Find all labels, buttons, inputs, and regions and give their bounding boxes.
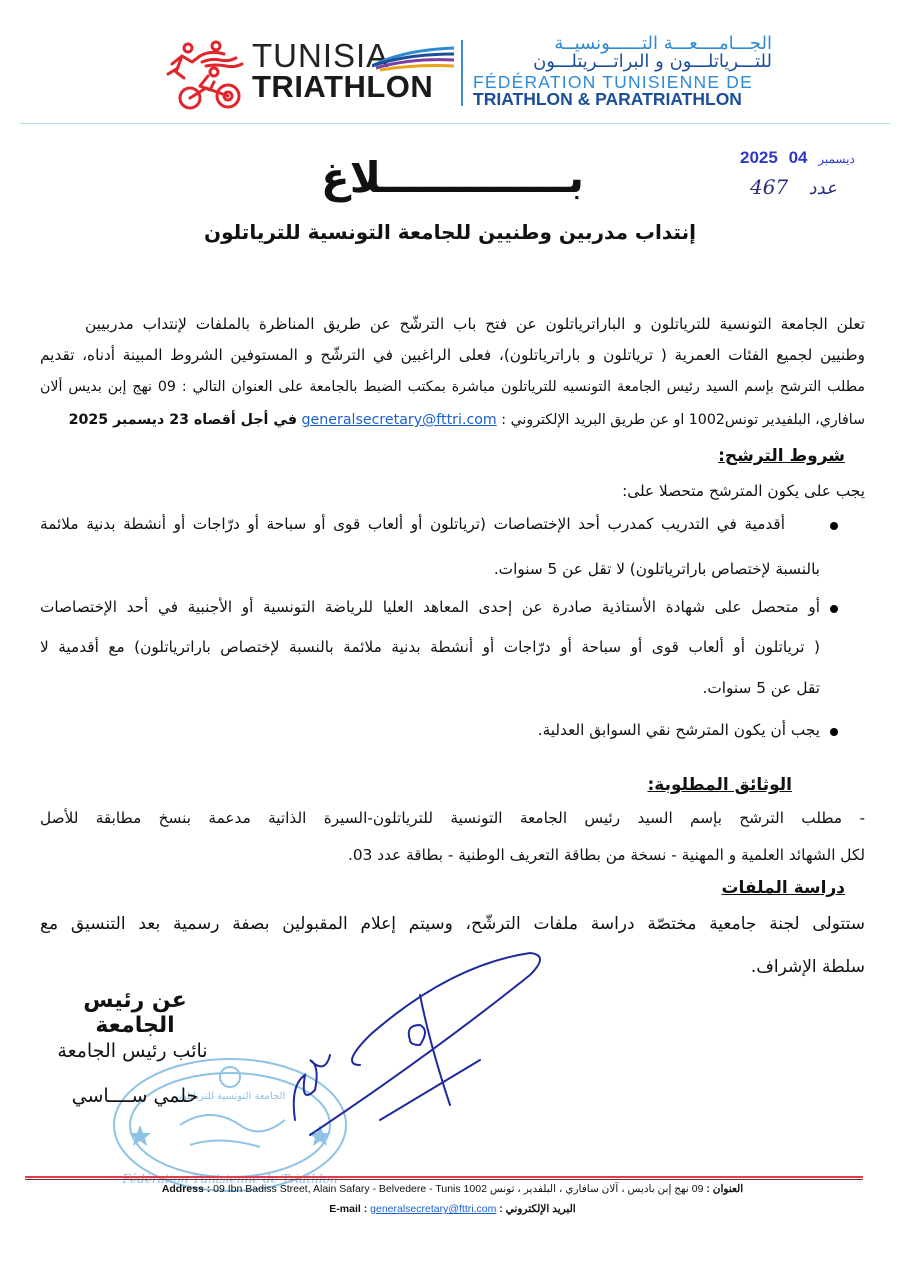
intro-line-4-text: سافاري، البلفيدير تونس1002 او عن طريق البريد الإلكتروني : (501, 412, 865, 428)
conditions-intro: يجب على يكون المترشح متحصلا على: (622, 482, 865, 500)
footer-address-en: 09 Ibn Badiss Street, Alain Safary - Belvedere - Tunis 1002 (213, 1183, 487, 1195)
intro-line-4 (40, 410, 865, 430)
federation-name-arabic-line1: الجـــامــــعـــة التــــــونسيــة (554, 33, 772, 54)
signatory-name: حلمي ســــاسي (71, 1085, 199, 1107)
signatory-on-behalf: عن رئيس الجامعة (83, 988, 187, 1038)
conditions-heading: شروط الترشح: (718, 446, 845, 466)
footer-address-label-en: Address : (161, 1183, 211, 1195)
footer-address (100, 1183, 805, 1195)
documents-heading: الوثائق المطلوبة: (647, 775, 792, 795)
review-line-2: سلطة الإشراف. (750, 957, 865, 977)
condition-2-line-1: أو متحصل على شهادة الأستاذية صادرة عن إحدى المعاهد العليا للرياضة التونسية أو الأجنبية في أحد الإختصاصات (40, 598, 820, 616)
condition-1-line-1 (40, 514, 830, 534)
federation-name-arabic-line2: للتـــرياتلـــون و البراتـــريتلـــون (533, 51, 772, 72)
intro-line-2: وطنيين لجميع الفئات العمرية ( ترياتلون و باراترياتلون)، فعلى الراغبين في الترشّح و المستوفين الشروط المبينة أدناه، تقديم (40, 346, 865, 364)
condition-1-line-2: بالنسبة لإختصاص باراترياتلون) لا تقل عن 5 سنوات. (493, 560, 820, 578)
intro-deadline: في أجل أقصاه 23 ديسمبر 2025 (68, 412, 298, 428)
handwritten-signature (230, 945, 550, 1145)
reference-number-value: 467 (750, 175, 789, 199)
bullet-icon (830, 728, 838, 736)
footer-address-ar: 09 نهج إبن باديس ، آلان سافاري ، البلفدير ، تونس (489, 1183, 704, 1195)
date-stamp (740, 148, 870, 168)
reference-number (750, 175, 837, 199)
bullet-icon (830, 522, 838, 530)
logo-text-tunisia: TUNISIA (252, 37, 390, 74)
condition-1-text: أقدمية في التدريب كمدرب أحد الإختصاصات (ترياتلون أو ألعاب قوى أو سباحة أو درّاجات أو أنشطة بدنية ملائمة (40, 515, 785, 533)
footer-rule (25, 1176, 863, 1178)
bullet-icon (830, 605, 838, 613)
signatory-title: نائب رئيس الجامعة (57, 1040, 208, 1062)
logo-text-triathlon: TRIATHLON (252, 69, 434, 104)
intro-line-3: مطلب الترشح بإسم السيد رئيس الجامعة التونسيه للترياتلون مباشرة بمكتب الضبط بالجامعة على العنوان التالي : 09 نهج إبن بديس ألان (40, 379, 865, 395)
stamp-month: ديسمبر (818, 152, 855, 166)
footer-address-label-ar: العنوان : (706, 1183, 744, 1195)
federation-name-french: FÉDÉRATION TUNISIENNE DE (473, 72, 753, 92)
header-rule (20, 123, 890, 124)
document-subtitle: إنتداب مدربين وطنيين للجامعة التونسية للترياتلون (204, 220, 696, 244)
condition-2-line-3: تقل عن 5 سنوات. (702, 679, 820, 697)
review-heading: دراسة الملفات (721, 878, 845, 898)
header-divider (461, 40, 463, 106)
triathlon-logo-icon (166, 38, 246, 110)
seal-text-arabic: الجامعة التونسية للترياتلون (174, 1091, 286, 1102)
condition-2-line-2: ( ترياتلون أو ألعاب قوى أو سباحة أو درّاجات أو أنشطة بدنية ملائمة بالنسبة لإختصاص باراترياتلون) مع أقدمية لا (40, 638, 820, 656)
documents-line-2: لكل الشهائد العلمية و المهنية - نسخة من بطاقة التعريف الوطنية - بطاقة عدد 03. (348, 846, 865, 864)
logo-swoosh-icon (372, 42, 454, 72)
stamp-year: 2025 (740, 148, 778, 167)
footer-rule-thin (25, 1179, 863, 1180)
documents-line-1: - مطلب الترشح بإسم السيد رئيس الجامعة التونسية للترياتلون-السيرة الذاتية مدعمة بنسخ مطابقة للأصل (40, 809, 865, 827)
review-line-1: ستتولى لجنة جامعية مختصّة دراسة ملفات الترشّح، وسيتم إعلام المقبولين بصفة رسمية بعد التنسيق مع (40, 914, 865, 934)
stamp-day: 04 (788, 148, 808, 167)
footer-email-link[interactable]: generalsecretary@fttri.com (370, 1203, 497, 1215)
condition-3-line-1: يجب أن يكون المترشح نقي السوابق العدلية. (537, 721, 820, 739)
reference-number-label: عدد (808, 178, 837, 199)
footer-email-label-ar: البريد الإلكتروني : (499, 1203, 576, 1215)
intro-email-link[interactable]: generalsecretary@fttri.com (301, 412, 497, 428)
footer-email (100, 1203, 805, 1215)
footer-email-label-en: E-mail : (329, 1203, 368, 1215)
intro-line-1: تعلن الجامعة التونسية للترياتلون و الباراترياتلون عن فتح باب الترشّح عن طريق المناظرة بالملفات لإنتداب مدربيين (85, 315, 865, 333)
federation-name-sport: TRIATHLON & PARATRIATHLON (473, 89, 742, 109)
document-title: بـــــــــــــلاغ (321, 153, 584, 202)
